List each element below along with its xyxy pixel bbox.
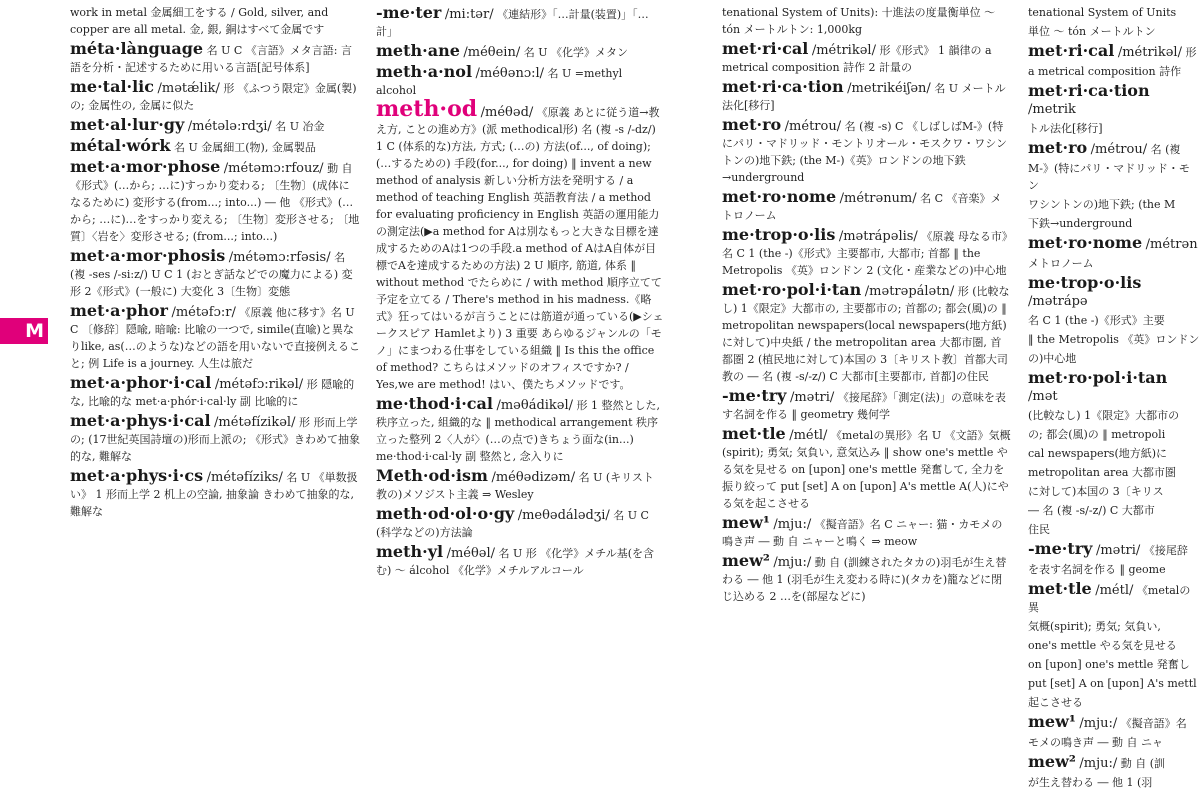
right-page-column-1: [722, 4, 1012, 607]
dictionary-entry: [722, 116, 1012, 186]
dictionary-entry: [70, 467, 360, 520]
dictionary-entry: [1028, 331, 1200, 348]
dictionary-entry: [1028, 502, 1200, 519]
definition-text: 《連結形》「…計量(装置)」「…計」: [376, 8, 649, 38]
definition-text: メトロノーム: [1028, 257, 1094, 270]
pronunciation: /métəmɔ:rfouz/: [223, 161, 324, 176]
dictionary-entry: [1028, 561, 1200, 578]
pronunciation: /métələ:rdʒi/: [187, 119, 272, 134]
left-page-column-1: [70, 4, 360, 522]
pronunciation: /métl/: [789, 428, 828, 443]
dictionary-entry: [1028, 63, 1200, 80]
definition-text: 名 U C (科学などの)方法論: [376, 509, 649, 539]
definition-text: metropolitan area 大都市圏: [1028, 466, 1176, 479]
dictionary-entry: [722, 188, 1012, 224]
headword: meth·od: [376, 96, 478, 122]
headword: meth·a·nol: [376, 62, 473, 81]
pronunciation: /métrənum/: [839, 191, 917, 206]
pronunciation: /mətri/: [789, 390, 835, 405]
headword: -me·ter: [376, 4, 442, 22]
definition-text: を表す名詞を作る ‖ geome: [1028, 563, 1166, 576]
headword: met·a·phor·i·cal: [70, 373, 212, 392]
dictionary-entry: [376, 4, 664, 40]
pronunciation: /məθádikəl/: [496, 398, 574, 413]
headword: met·a·phys·i·cal: [70, 411, 211, 430]
dictionary-entry: [1028, 42, 1200, 61]
pronunciation: /métrikəl/: [811, 43, 876, 58]
pronunciation: /méθəd/: [480, 105, 534, 120]
headword: met·a·phys·i·cs: [70, 466, 204, 485]
dictionary-entry: [70, 247, 360, 300]
dictionary-entry: [1028, 160, 1200, 194]
pronunciation: /mju:/: [1079, 716, 1118, 731]
definition-text: 《接尾辞》「測定(法)」の意味を表す名詞を作る ‖ geometry 幾何学: [722, 391, 1006, 421]
definition-text: 名 C 1 (the -)《形式》主要: [1028, 314, 1165, 327]
pronunciation: /mju:/: [1079, 756, 1118, 771]
left-page-column-2: [376, 4, 664, 581]
dictionary-entry: [1028, 445, 1200, 462]
headword: met·tle: [1028, 579, 1092, 598]
right-page-column-2-cropped: [1028, 4, 1200, 793]
pronunciation: /mətri/: [1095, 543, 1141, 558]
headword: met·ro: [722, 115, 782, 134]
pronunciation: /mət: [1028, 389, 1058, 404]
dictionary-entry: [376, 467, 664, 503]
dictionary-entry: [1028, 675, 1200, 692]
dictionary-entry: [722, 387, 1012, 423]
pronunciation: /mətrápəlis/: [838, 229, 918, 244]
pronunciation: /métrou/: [1090, 142, 1148, 157]
definition-text: 名 U 《単数扱い》 1 形而上学 2 机上の空論, 抽象論 きわめて抽象的な, 難解な: [70, 471, 358, 518]
headword: mew²: [722, 551, 770, 570]
dictionary-entry: [722, 425, 1012, 512]
definition-text: 形《形式》 1 韻律の a metrical composition 詩作 2 計量の: [722, 44, 992, 74]
dictionary-entry: [1028, 694, 1200, 711]
dictionary-entry: [1028, 734, 1200, 751]
pronunciation: /mi:tər/: [444, 7, 494, 22]
definition-text: 動 自 (訓: [1120, 757, 1166, 770]
dictionary-entry: [1028, 713, 1200, 732]
definition-text: 名 U 《化学》メタン: [523, 46, 628, 59]
dictionary-entry: [1028, 4, 1200, 21]
headword: met·ri·cal: [1028, 41, 1115, 60]
definition-text: 名 U 冶金: [275, 120, 325, 133]
definition-text: 名 U メートル法化[移行]: [722, 82, 1006, 112]
headword: met·a·mor·phosis: [70, 246, 226, 265]
pronunciation: /méθəl/: [446, 546, 496, 561]
headword: meth·od·ol·o·gy: [376, 504, 515, 523]
definition-text: 名 (複 -ses /-si:z/) U C 1 (おとぎ話などでの魔力による) 変形 2《形式》(一般に) 大変化 3〔生物〕変態: [70, 251, 353, 298]
dictionary-entry: [722, 514, 1012, 550]
definition-text: ‖ the Metropolis 《英》ロンドン: [1028, 333, 1200, 346]
dictionary-entry: [376, 395, 664, 465]
dictionary-entry: [1028, 274, 1200, 310]
headword: met·tle: [722, 424, 786, 443]
pronunciation: /méθədizəm/: [491, 470, 576, 485]
headword: met·al·lur·gy: [70, 115, 185, 134]
pronunciation: /métəfíziks/: [206, 470, 283, 485]
headword: méta·lànguage: [70, 39, 204, 58]
dictionary-entry: [70, 158, 360, 245]
dictionary-entry: [1028, 139, 1200, 158]
dictionary-entry: [376, 505, 664, 541]
pronunciation: /metrikéiʃən/: [847, 81, 931, 96]
definition-text: 名 C 《音楽》メトロノーム: [722, 192, 1002, 222]
definition-text: に対して)本国の 3〔キリス: [1028, 485, 1164, 498]
headword: meth·yl: [376, 542, 444, 561]
definition-text: 形 隠喩的な, 比喩的な met·a·phór·i·cal·ly 副 比喩的に: [70, 378, 355, 408]
dictionary-entry: [70, 374, 360, 410]
headword: -me·try: [722, 386, 787, 405]
headword: meth·ane: [376, 41, 460, 60]
dictionary-entry: [1028, 426, 1200, 443]
pronunciation: /métl/: [1095, 583, 1134, 598]
pronunciation: /métrən: [1145, 237, 1198, 252]
headword: -me·try: [1028, 539, 1093, 558]
pronunciation: /mju:/: [773, 555, 812, 570]
definition-text: 名 U =methyl alcohol: [376, 67, 623, 97]
dictionary-entry: [722, 226, 1012, 279]
dictionary-entry: [1028, 369, 1200, 405]
headword: met·a·mor·phose: [70, 157, 221, 176]
headword: mew²: [1028, 752, 1076, 771]
pronunciation: /metrik: [1028, 102, 1076, 117]
definition-text: 形 形而上学の; (17世紀英国詩壇の)形而上派の; 《形式》きわめて抽象的な, 難解な: [70, 416, 360, 463]
dictionary-entry: [722, 40, 1012, 76]
dictionary-entry: [1028, 483, 1200, 500]
definition-text: ― 名 (複 -s/-z/) C 大都市: [1028, 504, 1155, 517]
pronunciation: /métrikəl/: [1117, 45, 1182, 60]
definition-text: 名 (複 -s) C 《しばしばM-》(特にパリ・マドリッド・モントリオール・モスクワ・ワシントンの)地下鉄; (the M-)《英》ロンドンの地下鉄→underground: [722, 120, 1007, 184]
definition-text: 《接尾辞: [1143, 544, 1188, 557]
pronunciation: /méθein/: [463, 45, 521, 60]
dictionary-entry: [376, 543, 664, 579]
headword: met·a·phor: [70, 301, 168, 320]
headword: me·trop·o·lis: [1028, 273, 1142, 292]
dictionary-entry: [376, 96, 664, 393]
dictionary-entry: [376, 63, 664, 99]
definition-text: tenational System of Units: [1028, 6, 1177, 19]
pronunciation: /méθənɔ:l/: [475, 66, 545, 81]
dictionary-entry: [1028, 120, 1200, 137]
definition-text: の; 都会(風)の ‖ metropoli: [1028, 428, 1166, 441]
definition-text: 住民: [1028, 523, 1050, 536]
dictionary-entry: [1028, 637, 1200, 654]
definition-text: a metrical composition 詩作: [1028, 65, 1182, 78]
definition-text: 起こさせる: [1028, 696, 1083, 709]
headword: met·ri·ca·tion: [722, 77, 844, 96]
dictionary-entry: [722, 552, 1012, 605]
dictionary-entry: [1028, 23, 1200, 40]
definition-text: 下鉄→underground: [1028, 217, 1133, 230]
dictionary-entry: [1028, 82, 1200, 118]
definition-text: が生え替わる ― 他 1 (羽: [1028, 776, 1153, 789]
dictionary-entry: [70, 78, 360, 114]
dictionary-entry: [1028, 407, 1200, 424]
pronunciation: /mətrápə: [1028, 294, 1088, 309]
definition-text: 名 U (キリスト教の)メソジスト主義 ⇒ Wesley: [376, 471, 654, 501]
dictionary-entry: [1028, 753, 1200, 772]
definition-text: M-》(特にパリ・マドリッド・モン: [1028, 162, 1190, 192]
definition-text: 《metalの異: [1028, 584, 1191, 614]
pronunciation: /meθədálədʒi/: [517, 508, 610, 523]
dictionary-entry: [722, 281, 1012, 385]
dictionary-entry: [1028, 774, 1200, 791]
definition-text: 《原義 母なる市》名 C 1 (the -)《形式》主要都市, 大都市; 首都 ‖ the Metropolis 《英》ロンドン 2 (文化・産業などの)中心地: [722, 230, 1008, 277]
dictionary-entry: [1028, 196, 1200, 213]
dictionary-entry: [1028, 312, 1200, 329]
definition-text: (比較なし) 1《限定》大都市の: [1028, 409, 1180, 422]
headword: met·ro·pol·i·tan: [1028, 368, 1168, 387]
headword: met·ri·cal: [722, 39, 809, 58]
headword: met·ro: [1028, 138, 1088, 157]
dictionary-entry: [70, 40, 360, 76]
headword: met·ro·nome: [1028, 233, 1143, 252]
definition-text: 名 U 形 《化学》メチル基(を含む) 〜 álcohol 《化学》メチルアルコール: [376, 547, 655, 577]
dictionary-entry: [1028, 464, 1200, 481]
dictionary-entry: [1028, 255, 1200, 272]
headword: métal·wórk: [70, 136, 171, 155]
headword: me·tal·lic: [70, 77, 154, 96]
dictionary-entry: [70, 116, 360, 135]
definition-text: 《metalの異形》名 U 《文語》気概(spirit); 勇気; 気負い, 意気込み ‖ show one's mettle やる気を見せる on [upon] one's mettle 発奮して, 全力を振り絞って put [set] A on [upon] A's mettle A(人)にやる気を起こさせる: [722, 429, 1011, 510]
pronunciation: /métəmɔ:rfəsis/: [228, 250, 331, 265]
dictionary-entry: [1028, 656, 1200, 673]
definition-text: 《擬音語》名 C ニャー: 猫・カモメの鳴き声 ― 動 自 ニャーと鳴く ⇒ meow: [722, 518, 1003, 548]
dictionary-entry: [70, 4, 360, 38]
definition-text: tenational System of Units): 十進法の度量衡単位 〜 tón メートルトン: 1,000kg: [722, 6, 996, 36]
definition-text: トル法化[移行]: [1028, 122, 1103, 135]
headword: met·ro·nome: [722, 187, 837, 206]
definition-text: の)中心地: [1028, 352, 1077, 365]
pronunciation: /métrou/: [784, 119, 842, 134]
definition-text: 名 (複: [1150, 143, 1181, 156]
pronunciation: /mju:/: [773, 517, 812, 532]
headword: mew¹: [722, 513, 770, 532]
dictionary-entry: [70, 137, 360, 156]
headword: met·ri·ca·tion: [1028, 81, 1150, 100]
definition-text: one's mettle やる気を見せる: [1028, 639, 1177, 652]
dictionary-entry: [1028, 540, 1200, 559]
dictionary-entry: [722, 78, 1012, 114]
definition-text: 《原義 他に移す》名 U C 〔修辞〕隠喩, 暗喩: 比喩の一つで, simile(直喩)と異なりlike, as(…のような)などの語を用いないで直接例えること; 例 Life is a journey. 人生は旅だ: [70, 306, 360, 370]
headword: me·trop·o·lis: [722, 225, 836, 244]
dictionary-entry: [70, 412, 360, 465]
dictionary-entry: [1028, 215, 1200, 232]
definition-text: 《原義 あとに従う道→教え方, ことの進め方》(派 methodical形) 名 (複 -s /-dz/) 1 C (体系的な)方法, 方式; (…の) 方法(of..., of doing); (…するための) 手段(for..., for doing) ‖ invent a new method of analysis 新しい分析方法を発明する / a method of teaching English 英語教育法 / a method for evaluating proficiency in English 英語の運用能力の測定法(▶a method for Aは別なもっと大きな目標を達成するためのAは1つの手段.a method of AはA自体が目標でAを達成するための方法) 2 U 順序, 筋道, 体系 ‖ without method でたらめに / with method 順序立てて予定を立てる / There's method in his madness.《略式》狂ってはいるが言うことには筋道が通っている(▶シェークスピア Hamletより) 3 重要 あらゆるジャンルの「モノ」にまつわる仕事をしている組織 ‖ Is this the office of method? こちらはメソッドのオフィスですか? / Yes,we are method! はい、僕たちメソッドです。: [376, 106, 664, 391]
definition-text: 《擬音語》名: [1120, 717, 1187, 730]
pronunciation: /mətǽlik/: [157, 81, 220, 96]
dictionary-entry: [722, 4, 1012, 38]
pronunciation: /mətrəpálətn/: [864, 284, 955, 299]
dictionary-entry: [376, 42, 664, 61]
pronunciation: /métəfɔ:rikəl/: [214, 377, 304, 392]
thumb-index-letter: M: [25, 320, 44, 342]
definition-text: 形 《ふつう限定》金属(製)の; 金属性の, 金属に似た: [70, 82, 357, 112]
definition-text: 動 自 《形式》(…から; …に)すっかり変わる; 〔生物〕(成体になるために) 変形する(from...; into...) ― 他 《形式》(…から; …に)…をすっかり変える; 〔生物〕変形させる; 〔地質〕〈岩を〉変形させる; (from...; into...): [70, 162, 360, 243]
definition-text: モメの鳴き声 ― 動 自 ニャ: [1028, 736, 1163, 749]
dictionary-entry: [1028, 521, 1200, 538]
definition-text: 単位 〜 tón メートルトン: [1028, 25, 1156, 38]
definition-text: 形 1 整然とした, 秩序立った, 組織的な ‖ methodical arrangement 秩序立った整列 2〈人が〉(…の点で)きちょう面な(in...) me·thod·i·cal·ly 副 整然と, 念入りに: [376, 399, 661, 463]
definition-text: 形: [1185, 46, 1197, 59]
definition-text: 名 U C 《言語》メタ言語: 言語を分析・記述するために用いる言語[記号体系]: [70, 44, 352, 74]
definition-text: 動 自 (訓練されたタカの)羽毛が生え替わる ― 他 1 (羽毛が生え変わる時に)(タカを)籠などに閉じ込める 2 …を(部屋などに): [722, 556, 1007, 603]
definition-text: 気概(spirit); 勇気; 気負い,: [1028, 620, 1161, 633]
dictionary-entry: [70, 302, 360, 372]
dictionary-entry: [1028, 618, 1200, 635]
dictionary-entry: [1028, 234, 1200, 253]
headword: met·ro·pol·i·tan: [722, 280, 862, 299]
definition-text: 名 U 金属細工(物), 金属製品: [173, 141, 316, 154]
definition-text: cal newspapers(地方紙)に: [1028, 447, 1168, 460]
pronunciation: /métəfízikəl/: [214, 415, 296, 430]
definition-text: ワシントンの)地下鉄; (the M: [1028, 198, 1176, 211]
definition-text: work in metal 金属細工をする / Gold, silver, and copper are all metal. 金, 銀, 銅はすべて金属です: [70, 6, 329, 36]
definition-text: 形 (比較なし) 1《限定》大都市の, 主要都市の; 首都の; 都会(風)の ‖ metropolitan newspapers(local newspapers(地方紙)に対して)中央紙 / the metropolitan area 大都市圏, 首都圏 2 (植民地に対して)本国の 3〔キリスト教〕首都大司教の ― 名 (複 -s/-z/) C 大都市[主要都市, 首都]の住民: [722, 285, 1010, 383]
pronunciation: /métəfɔ:r/: [171, 305, 236, 320]
dictionary-entry: [1028, 580, 1200, 616]
headword: mew¹: [1028, 712, 1076, 731]
dictionary-entry: [1028, 350, 1200, 367]
definition-text: on [upon] one's mettle 発奮し: [1028, 658, 1190, 671]
definition-text: put [set] A on [upon] A's mettl: [1028, 677, 1197, 690]
headword: Meth·od·ism: [376, 466, 488, 485]
headword: me·thod·i·cal: [376, 394, 493, 413]
